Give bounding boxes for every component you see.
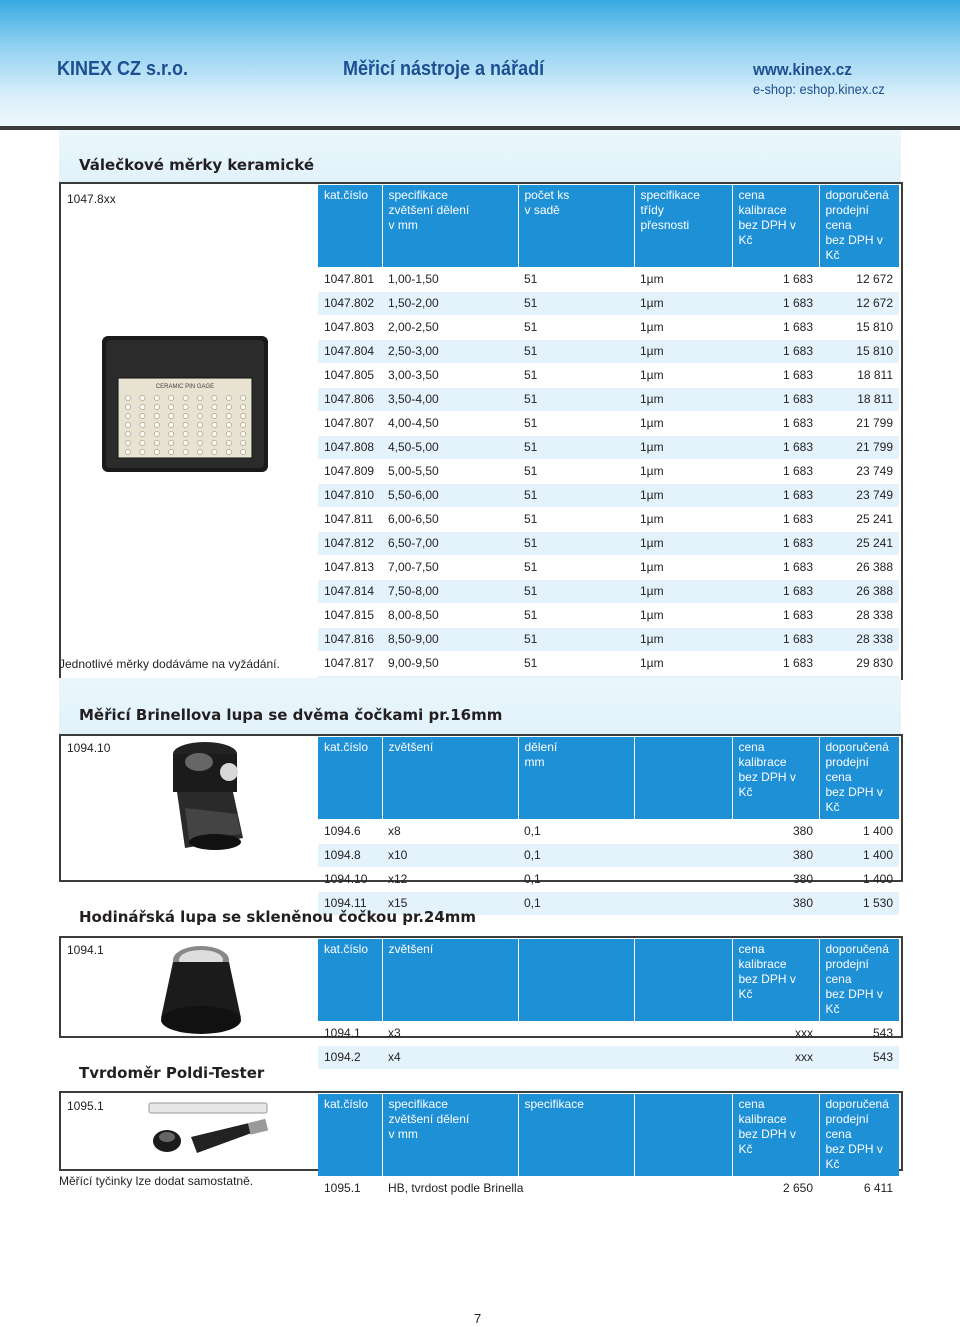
gage-pin — [183, 395, 188, 400]
eshop-link[interactable]: e-shop: eshop.kinex.cz — [753, 81, 885, 97]
table-cell: 51 — [518, 580, 634, 604]
table-row — [318, 364, 899, 388]
gage-pin — [125, 395, 130, 400]
gage-pin — [183, 440, 188, 445]
gage-pin — [226, 440, 231, 445]
table-cell: 1,00-1,50 — [382, 268, 518, 292]
table-cell: 3,50-4,00 — [382, 388, 518, 412]
table-cell: 1 683 — [732, 268, 819, 292]
column-header: doporučená prodejní cena bez DPH v Kč — [819, 1094, 899, 1177]
watchmaker-loupe-image — [155, 938, 245, 1038]
column-header: kat.číslo — [318, 1094, 382, 1177]
table-cell: 1 683 — [732, 652, 819, 676]
column-header: doporučená prodejní cena bez DPH v Kč — [819, 185, 899, 268]
gage-pin — [154, 395, 159, 400]
table-cell: 3,00-3,50 — [382, 364, 518, 388]
column-header: specifikace — [518, 1094, 634, 1177]
gage-pin — [197, 422, 202, 427]
gage-pin — [169, 413, 174, 418]
table-cell: 29 830 — [819, 652, 899, 676]
table-cell: 1µm — [634, 412, 732, 436]
table-cell: 1094.6 — [318, 820, 382, 844]
table-cell: 1,50-2,00 — [382, 292, 518, 316]
table-cell: 1047.816 — [318, 628, 382, 652]
table-cell: 1047.801 — [318, 268, 382, 292]
gage-pin — [154, 440, 159, 445]
gage-pin — [140, 449, 145, 454]
table-cell: x10 — [382, 844, 518, 868]
table-cell: 1047.806 — [318, 388, 382, 412]
table-cell: 0,1 — [518, 868, 634, 892]
product-table — [318, 939, 899, 1069]
table-row — [318, 580, 899, 604]
table-cell: 4,00-4,50 — [382, 412, 518, 436]
gage-pin — [241, 422, 246, 427]
gage-pin — [226, 449, 231, 454]
table-cell: 51 — [518, 484, 634, 508]
gage-pin — [154, 413, 159, 418]
table-cell: 51 — [518, 628, 634, 652]
gage-pin — [183, 413, 188, 418]
table-row — [318, 1177, 899, 1201]
gage-pin — [241, 404, 246, 409]
page-number: 7 — [474, 1311, 482, 1326]
table-cell: 7,50-8,00 — [382, 580, 518, 604]
gage-pin — [169, 440, 174, 445]
column-header: specifikace zvětšení dělení v mm — [382, 1094, 518, 1177]
table-cell: 6,00-6,50 — [382, 508, 518, 532]
table-row — [318, 652, 899, 676]
table-cell: 1047.809 — [318, 460, 382, 484]
gage-pin — [183, 404, 188, 409]
table-cell: 51 — [518, 556, 634, 580]
section-title: Tvrdoměr Poldi-Tester — [79, 1064, 265, 1082]
gage-pin — [154, 431, 159, 436]
table-cell: 1 400 — [819, 868, 899, 892]
gage-pin — [212, 431, 217, 436]
table-cell: 26 388 — [819, 580, 899, 604]
table-cell: 1 683 — [732, 364, 819, 388]
gage-pin — [125, 422, 130, 427]
gage-pin — [197, 431, 202, 436]
gage-pin — [226, 404, 231, 409]
table-cell: x8 — [382, 820, 518, 844]
column-header: specifikace třídy přesnosti — [634, 185, 732, 268]
gage-pin — [241, 440, 246, 445]
table-cell: 1 683 — [732, 460, 819, 484]
table-cell: 1094.10 — [318, 868, 382, 892]
table-cell: 1 683 — [732, 388, 819, 412]
product-table — [318, 737, 899, 915]
table-cell: 2,50-3,00 — [382, 340, 518, 364]
table-cell: 1047.811 — [318, 508, 382, 532]
table-cell: 2 650 — [732, 1177, 819, 1201]
table-cell: 8,50-9,00 — [382, 628, 518, 652]
product-code: 1094.10 — [67, 741, 111, 755]
table-cell: 1µm — [634, 316, 732, 340]
table-cell: 1 683 — [732, 436, 819, 460]
table-cell: 1047.814 — [318, 580, 382, 604]
table-row — [318, 556, 899, 580]
column-header: specifikace zvětšení dělení v mm — [382, 185, 518, 268]
table-header-row — [318, 1094, 899, 1177]
table-header-row — [318, 185, 899, 268]
table-cell: 1 683 — [732, 580, 819, 604]
column-header: počet ks v sadě — [518, 185, 634, 268]
table-row — [318, 820, 899, 844]
poldi-tester-image — [145, 1097, 275, 1159]
table-cell: 1 683 — [732, 532, 819, 556]
gage-pin — [212, 404, 217, 409]
table-cell: 1047.802 — [318, 292, 382, 316]
brinell-loupe-image — [155, 738, 255, 858]
gage-pin — [197, 395, 202, 400]
gage-pin — [140, 422, 145, 427]
table-cell: 28 338 — [819, 628, 899, 652]
table-row — [318, 268, 899, 292]
gage-pin — [169, 422, 174, 427]
gage-pin — [140, 395, 145, 400]
table-cell: 1 683 — [732, 316, 819, 340]
table-row — [318, 484, 899, 508]
table-cell: x4 — [382, 1046, 518, 1070]
table-header-row — [318, 737, 899, 820]
table-cell: 1µm — [634, 484, 732, 508]
table-cell: 1047.817 — [318, 652, 382, 676]
product-note: Měřící tyčinky lze dodat samostatně. — [59, 1174, 254, 1188]
column-header: doporučená prodejní cena bez DPH v Kč — [819, 939, 899, 1022]
section-title: Válečkové měrky keramické — [79, 156, 315, 174]
gage-pin — [140, 440, 145, 445]
table-cell: 8,00-8,50 — [382, 604, 518, 628]
table-cell: HB, tvrdost podle Brinella — [382, 1177, 732, 1201]
table-cell: 1µm — [634, 268, 732, 292]
table-cell: 1047.810 — [318, 484, 382, 508]
product-table — [318, 185, 899, 699]
table-cell: xxx — [732, 1022, 819, 1046]
table-cell: x3 — [382, 1022, 518, 1046]
table-cell: 51 — [518, 508, 634, 532]
gage-pin — [241, 395, 246, 400]
table-cell: 1µm — [634, 556, 732, 580]
case-label: CERAMIC PIN GAGE — [155, 384, 215, 390]
gage-pin — [125, 404, 130, 409]
table-cell: xxx — [732, 1046, 819, 1070]
column-header: cena kalibrace bez DPH v Kč — [732, 1094, 819, 1177]
table-cell: 2,00-2,50 — [382, 316, 518, 340]
table-cell: 1µm — [634, 388, 732, 412]
table-row — [318, 604, 899, 628]
table-cell: 51 — [518, 532, 634, 556]
table-cell — [634, 1022, 732, 1046]
table-cell: 1094.1 — [318, 1022, 382, 1046]
table-cell: 1047.812 — [318, 532, 382, 556]
gage-pin — [197, 449, 202, 454]
table-cell: 1 683 — [732, 484, 819, 508]
table-row — [318, 316, 899, 340]
table-cell: 1µm — [634, 364, 732, 388]
table-cell: 51 — [518, 268, 634, 292]
website-link[interactable]: www.kinex.cz — [753, 60, 852, 79]
table-cell: 1µm — [634, 532, 732, 556]
table-row — [318, 1022, 899, 1046]
column-header: cena kalibrace bez DPH v Kč — [732, 737, 819, 820]
gage-pin — [140, 413, 145, 418]
table-row — [318, 508, 899, 532]
table-cell: 1047.808 — [318, 436, 382, 460]
product-code: 1094.1 — [67, 943, 104, 957]
table-cell: 51 — [518, 364, 634, 388]
gage-pin — [125, 413, 130, 418]
gage-pin — [197, 404, 202, 409]
table-cell: 26 388 — [819, 556, 899, 580]
table-cell — [634, 868, 732, 892]
table-header-row — [318, 939, 899, 1022]
table-cell: 543 — [819, 1022, 899, 1046]
gage-pin — [197, 413, 202, 418]
section-title: Měřicí Brinellova lupa se dvěma čočkami pr.16mm — [79, 706, 503, 724]
table-cell: 1µm — [634, 460, 732, 484]
gage-pin — [241, 431, 246, 436]
section-title: Hodinářská lupa se skleněnou čočkou pr.24mm — [79, 908, 477, 926]
table-cell: 1047.804 — [318, 340, 382, 364]
gage-pin — [169, 449, 174, 454]
table-cell: 1µm — [634, 292, 732, 316]
table-cell: 1094.8 — [318, 844, 382, 868]
gage-pin — [226, 395, 231, 400]
table-cell: 6 411 — [819, 1177, 899, 1201]
table-cell: 51 — [518, 652, 634, 676]
table-cell: 51 — [518, 316, 634, 340]
table-cell — [634, 820, 732, 844]
table-cell: 18 811 — [819, 388, 899, 412]
table-cell: 1µm — [634, 628, 732, 652]
gage-pin — [183, 422, 188, 427]
gage-pin — [183, 449, 188, 454]
table-cell: 51 — [518, 436, 634, 460]
gage-pin — [241, 449, 246, 454]
table-cell: 5,50-6,00 — [382, 484, 518, 508]
table-cell: 4,50-5,00 — [382, 436, 518, 460]
company-tagline: Měřicí nástroje a nářadí — [343, 58, 545, 80]
table-cell: 12 672 — [819, 268, 899, 292]
gage-pin — [212, 422, 217, 427]
table-row — [318, 460, 899, 484]
table-cell: 21 799 — [819, 412, 899, 436]
table-cell: 1 400 — [819, 820, 899, 844]
table-cell: 18 811 — [819, 364, 899, 388]
column-header: dělení mm — [518, 737, 634, 820]
gage-pin — [140, 404, 145, 409]
column-header: cena kalibrace bez DPH v Kč — [732, 939, 819, 1022]
column-header: kat.číslo — [318, 737, 382, 820]
table-cell: 1 400 — [819, 844, 899, 868]
table-row — [318, 844, 899, 868]
column-header: zvětšení — [382, 939, 518, 1022]
table-cell: 1 683 — [732, 628, 819, 652]
table-cell: 380 — [732, 892, 819, 916]
gage-pin — [140, 431, 145, 436]
column-header: zvětšení — [382, 737, 518, 820]
gage-pin — [125, 440, 130, 445]
column-header: kat.číslo — [318, 939, 382, 1022]
table-cell: 1µm — [634, 340, 732, 364]
table-cell: 51 — [518, 412, 634, 436]
ceramic-pin-gage-case-image — [100, 334, 270, 474]
table-cell: 1 683 — [732, 412, 819, 436]
gage-pin — [169, 404, 174, 409]
table-cell: 1 683 — [732, 292, 819, 316]
table-cell: 51 — [518, 604, 634, 628]
table-row — [318, 388, 899, 412]
table-cell: 1µm — [634, 580, 732, 604]
product-table — [318, 1094, 899, 1200]
table-cell: 380 — [732, 868, 819, 892]
product-note: Jednotlivé měrky dodáváme na vyžádání. — [59, 657, 280, 671]
gage-pin — [226, 413, 231, 418]
table-cell: 543 — [819, 1046, 899, 1070]
table-cell: 1µm — [634, 604, 732, 628]
column-header — [634, 737, 732, 820]
gage-pin — [226, 431, 231, 436]
table-row — [318, 412, 899, 436]
gage-pin — [212, 395, 217, 400]
table-row — [318, 868, 899, 892]
table-cell: 6,50-7,00 — [382, 532, 518, 556]
table-row — [318, 436, 899, 460]
table-row — [318, 1046, 899, 1070]
table-cell: 25 241 — [819, 508, 899, 532]
table-cell: 1047.803 — [318, 316, 382, 340]
product-code: 1047.8xx — [67, 192, 116, 206]
table-cell — [518, 1022, 634, 1046]
table-cell — [634, 1046, 732, 1070]
table-cell: 1094.11 — [318, 892, 382, 916]
table-cell: x12 — [382, 868, 518, 892]
table-cell: 51 — [518, 460, 634, 484]
company-name: KINEX CZ s.r.o. — [57, 58, 189, 80]
column-header — [634, 939, 732, 1022]
gage-pin — [197, 440, 202, 445]
table-cell: x15 — [382, 892, 518, 916]
gage-pin — [183, 431, 188, 436]
table-cell: 12 672 — [819, 292, 899, 316]
table-cell: 1µm — [634, 508, 732, 532]
table-cell — [634, 844, 732, 868]
table-cell: 1 683 — [732, 604, 819, 628]
table-cell: 25 241 — [819, 532, 899, 556]
gage-pin — [212, 413, 217, 418]
table-cell: 1 683 — [732, 508, 819, 532]
table-cell — [634, 892, 732, 916]
table-row — [318, 532, 899, 556]
table-cell: 5,00-5,50 — [382, 460, 518, 484]
table-cell: 1047.815 — [318, 604, 382, 628]
gage-pin — [154, 404, 159, 409]
table-cell: 1047.813 — [318, 556, 382, 580]
table-cell: 1094.2 — [318, 1046, 382, 1070]
table-cell: 1047.807 — [318, 412, 382, 436]
table-cell: 1µm — [634, 652, 732, 676]
table-cell: 380 — [732, 820, 819, 844]
table-cell: 0,1 — [518, 820, 634, 844]
table-cell: 15 810 — [819, 340, 899, 364]
table-cell: 23 749 — [819, 460, 899, 484]
column-header: cena kalibrace bez DPH v Kč — [732, 185, 819, 268]
table-cell: 1 683 — [732, 340, 819, 364]
gage-pin — [212, 449, 217, 454]
table-cell: 1 530 — [819, 892, 899, 916]
gage-pin — [226, 422, 231, 427]
table-cell: 28 338 — [819, 604, 899, 628]
table-cell: 51 — [518, 388, 634, 412]
table-cell: 0,1 — [518, 892, 634, 916]
table-cell: 9,00-9,50 — [382, 652, 518, 676]
gage-pin — [154, 422, 159, 427]
product-code: 1095.1 — [67, 1099, 104, 1113]
table-cell: 1047.805 — [318, 364, 382, 388]
gage-pin — [125, 449, 130, 454]
gage-pin — [169, 431, 174, 436]
column-header: kat.číslo — [318, 185, 382, 268]
table-cell: 380 — [732, 844, 819, 868]
table-row — [318, 628, 899, 652]
table-cell: 0,1 — [518, 844, 634, 868]
column-header: doporučená prodejní cena bez DPH v Kč — [819, 737, 899, 820]
gage-pin — [241, 413, 246, 418]
table-row — [318, 340, 899, 364]
table-cell — [518, 1046, 634, 1070]
table-cell: 1µm — [634, 436, 732, 460]
table-cell: 21 799 — [819, 436, 899, 460]
table-row — [318, 292, 899, 316]
gage-pin — [125, 431, 130, 436]
table-cell: 1 683 — [732, 556, 819, 580]
gage-pin — [154, 449, 159, 454]
table-cell: 15 810 — [819, 316, 899, 340]
column-header — [634, 1094, 732, 1177]
gage-pin — [212, 440, 217, 445]
table-cell: 7,00-7,50 — [382, 556, 518, 580]
table-cell: 51 — [518, 292, 634, 316]
table-cell: 1095.1 — [318, 1177, 382, 1201]
table-cell: 23 749 — [819, 484, 899, 508]
table-cell: 51 — [518, 340, 634, 364]
gage-pin — [169, 395, 174, 400]
column-header — [518, 939, 634, 1022]
